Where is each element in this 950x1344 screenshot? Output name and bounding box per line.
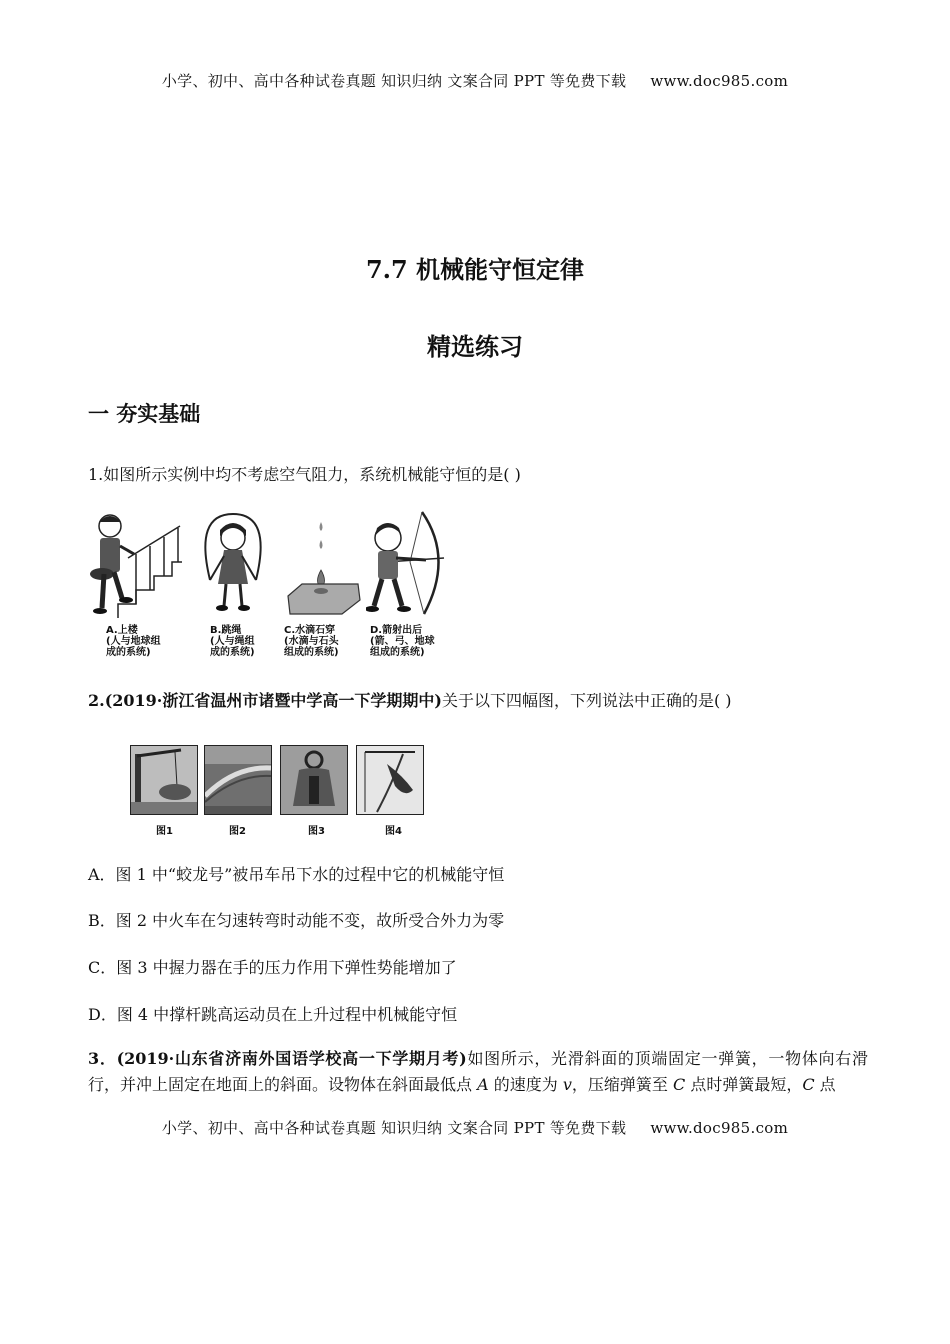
q3-text: ，压缩弹簧至 — [571, 1075, 673, 1094]
figure-label-1: 图1 — [156, 826, 173, 837]
caption-line: 组成的系统) — [284, 647, 339, 658]
q2-source: (2019·浙江省温州市诸暨中学高一下学期期中) — [104, 691, 442, 710]
caption-line: A.上楼 — [106, 625, 138, 636]
q1-caption-d — [370, 625, 435, 658]
archer-illustration — [366, 508, 446, 620]
caption-line: (人与绳组 — [210, 636, 255, 647]
caption-line: (人与地球组 — [106, 636, 161, 647]
figure-label-4: 图4 — [385, 826, 402, 837]
photo-crane — [130, 745, 198, 815]
caption-line: B.跳绳 — [210, 625, 242, 636]
header-text: 小学、初中、高中各种试卷真题 知识归纳 文案合同 PPT 等免费下载 — [161, 72, 627, 90]
caption-line: 成的系统) — [210, 647, 255, 658]
var-a: A — [477, 1075, 489, 1094]
caption-line: D.箭射出后 — [370, 625, 423, 636]
question-1: 1.如图所示实例中均不考虑空气阻力，系统机械能守恒的是( ) — [88, 465, 521, 484]
stairs-illustration — [88, 508, 184, 620]
caption-line: 成的系统) — [106, 647, 151, 658]
page-header — [0, 70, 950, 91]
q2-option-c: C．图 3 中握力器在手的压力作用下弹性势能增加了 — [88, 958, 457, 977]
caption-line: (水滴与石头 — [284, 636, 339, 647]
question-2 — [88, 688, 868, 714]
figure-label-2: 图2 — [229, 826, 246, 837]
q1-figure — [88, 508, 448, 660]
figure-label-3: 图3 — [308, 826, 325, 837]
section-heading: 一 夯实基础 — [88, 401, 201, 426]
grip-photo-art — [281, 746, 347, 814]
footer-site[interactable]: www.doc985.com — [650, 1119, 789, 1137]
pole-vault-photo-art — [357, 746, 423, 814]
caption-line: 组成的系统) — [370, 647, 425, 658]
footer-text: 小学、初中、高中各种试卷真题 知识归纳 文案合同 PPT 等免费下载 — [161, 1119, 627, 1137]
q3-text: 的速度为 — [488, 1075, 563, 1094]
var-c: C — [672, 1075, 686, 1094]
jump-rope-illustration — [198, 510, 268, 620]
q1-caption-a — [106, 625, 161, 658]
q2-option-b: B．图 2 中火车在匀速转弯时动能不变，故所受合外力为零 — [88, 911, 505, 930]
header-site[interactable]: www.doc985.com — [650, 72, 789, 90]
q3-text: 点时弹簧最短， — [685, 1075, 803, 1094]
page-title: 7.7 机械能守恒定律 — [365, 255, 585, 284]
q3-number: 3． — [88, 1049, 117, 1068]
var-v: v — [562, 1075, 572, 1094]
photo-train — [204, 745, 272, 815]
q3-source: (2019·山东省济南外国语学校高一下学期月考) — [116, 1049, 467, 1068]
photo-pole-vault — [356, 745, 424, 815]
q2-text: 关于以下四幅图，下列说法中正确的是( ) — [441, 691, 732, 710]
train-photo-art — [205, 746, 271, 814]
var-c: C — [802, 1075, 815, 1094]
q1-caption-b — [210, 625, 255, 658]
q3-text: 如图所示，光滑斜面的顶端固定一弹簧，一物体向右滑行，并冲上固定在地面上的斜面。设物体在斜面最低点 — [88, 1049, 868, 1094]
photo-grip — [280, 745, 348, 815]
caption-line: (箭、弓、地球 — [370, 636, 435, 647]
caption-line: C.水滴石穿 — [284, 625, 336, 636]
q2-number: 2. — [88, 691, 105, 710]
crane-photo-art — [131, 746, 197, 814]
water-drop-stone-illustration — [284, 518, 364, 620]
q3-text: 点 — [814, 1075, 836, 1094]
page-subtitle: 精选练习 — [427, 332, 523, 361]
q2-option-d: D．图 4 中撑杆跳高运动员在上升过程中机械能守恒 — [88, 1005, 458, 1024]
q1-caption-c — [284, 625, 339, 658]
question-3 — [88, 1046, 868, 1098]
q2-option-a: A．图 1 中“蛟龙号”被吊车吊下水的过程中它的机械能守恒 — [88, 865, 505, 884]
page-footer — [0, 1117, 950, 1138]
